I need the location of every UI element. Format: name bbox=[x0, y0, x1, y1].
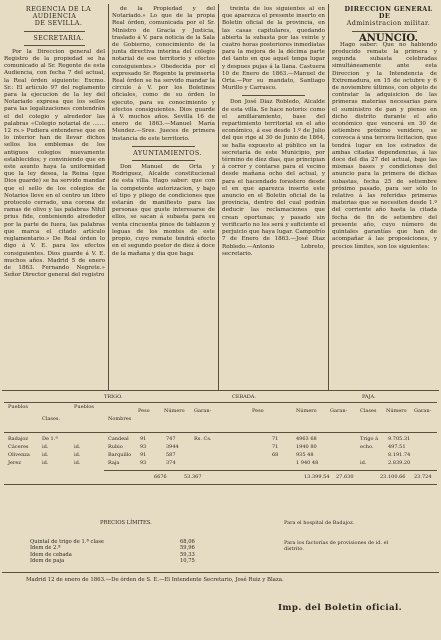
table-cell: Candeal bbox=[108, 436, 129, 442]
rule bbox=[132, 160, 195, 161]
price-row bbox=[30, 552, 195, 559]
table-cell: 9.705.31 bbox=[388, 436, 411, 442]
price-row bbox=[30, 545, 195, 552]
table-cell: 497.51 bbox=[388, 444, 406, 450]
column-1 bbox=[4, 6, 105, 390]
rule bbox=[24, 31, 85, 32]
table-cell: echo. bbox=[360, 444, 374, 450]
col-header: Nombres bbox=[108, 416, 132, 422]
column-divider bbox=[328, 4, 329, 390]
total: 53.367 bbox=[184, 474, 202, 480]
table-group-paja: PAJA. bbox=[362, 394, 376, 400]
body-text: Don Manuel de Orta y Rodriguez, Alcalde constitucional de esta villa. Hago saber: que con la competente autorizacion, y bajo el tipo y pliego de condiciones que estarán de manifiesto para las personas que guste interesarse de ellos, se sacan á subasta para su venta cincuenta pinos de tablazon y leguas de los montes de este propio, cuyo remate tendrá efecto en el segundo postor de diez á doce de la mañana y dia que haga bbox=[112, 164, 215, 257]
total: 13.399.54 bbox=[304, 474, 330, 480]
rule bbox=[4, 432, 437, 433]
col-header: Garan- bbox=[414, 408, 432, 414]
table-cell: 71 bbox=[272, 436, 279, 442]
total: 23.724 bbox=[414, 474, 432, 480]
body-text: Hago saber: Que no habiendo producido remate la primera y segunda subasta celebradas simultáneamente ante esta Direccion y la Intendencia de Extremadura, en 15 de octubre y 6 de noviembre últimos, con objeto de contratar la adquisicion de las primeras materias necesarias para el suministro de pan y pienso en dicho distrito durante el año económico que vencerá en 30 de setiembre próximo venidero, se convoca á una tercera licitacion, que tendrá lugar en los estrados de ambas citadas dependencias, á las doce del dia 27 del actual, bajo las mismas bases y condiciones del anuncio para la primera de dichas subastas, fecha 25 de setiembre próximo pasado, para ser sólo lo relativo á las referidas primeras materias que se necesiten desde 1.º del corriente año hasta la citada fecha de fin de setiembre del presente año, cuyo número de quintales garantías que han de acompañar á las proposiciones, y precios límites, son los siguientes: bbox=[332, 41, 437, 250]
col-header: Clases. bbox=[42, 416, 61, 422]
body-text: treinta de los siguientes al en que aparezca el presente inserto en Boletin oficial de la provincia, en las casas capitulares, quedando abierta la subasta por las veinte y cuatro horas posteriores inmediatas para la mejora de la décima parte del tanto en que aquel tenga lugar y despues pujas á la llana. Castuera 10 de Enero de 1863.—Manuel de Orta.—Por su mandato, Santiago Murillo y Carrasco. bbox=[222, 6, 325, 92]
table-cell: id. bbox=[74, 460, 81, 466]
col-header: Garan- bbox=[194, 408, 212, 414]
price-label: Idem de 2.ª bbox=[30, 545, 61, 552]
table-cell: De 1.ª bbox=[42, 436, 58, 442]
rule bbox=[242, 95, 305, 96]
total: 6676 bbox=[154, 474, 167, 480]
section-subheading: DE SEVILLA. bbox=[34, 19, 83, 28]
table-cell: 747 bbox=[166, 436, 176, 442]
table-cell: 374 bbox=[166, 460, 176, 466]
table-cell: 91 bbox=[140, 452, 147, 458]
body-text: de la Propiedad y del Notariado.» Lo que de la propia Real órden, comunicada por el Sr. Ministro de Gracia y Justicia, traslado á V. para noticia de la Sala de Gobierno, conocimiento de la junta directiva interina del colegio notarial de ese territorio y efectos consiguientes.» Obedecida por el expresado Sr. Regente la preinserta Real órden se ha servido mandar la circule á V. por los Boletines oficiales, como de su órden lo ejecuto, para su conocimiento y efectos consiguientes. Dios guarde á V. muchos años. Sevilla 16 de enero de 1863.—Manuel María Mendez.—Sres. Jueces de primera instancia de este territorio. bbox=[112, 6, 215, 142]
total: 27.630 bbox=[336, 474, 354, 480]
table-cell: Badajoz bbox=[8, 436, 29, 442]
table-cell: Rubio bbox=[108, 444, 123, 450]
total: 23.100.66 bbox=[380, 474, 406, 480]
table-cell: 1 940 48 bbox=[296, 460, 319, 466]
anuncio-title: ANUNCIO. bbox=[358, 32, 418, 44]
section-title: SECRETARIA. bbox=[33, 33, 84, 42]
table-cell: id. bbox=[360, 460, 367, 466]
col-header: Número bbox=[386, 408, 407, 414]
table-cell: 2.839.20 bbox=[388, 460, 411, 466]
rule bbox=[24, 45, 85, 46]
table-cell: Olivenza bbox=[8, 452, 30, 458]
col-header: Pueblos bbox=[8, 404, 28, 410]
section-heading: REGENCIA DE LA AUDIENCIA bbox=[25, 6, 92, 21]
table-cell: Jerez bbox=[8, 460, 21, 466]
footer-line: Madrid 12 de enero de 1863.—De órden de S. E.—El Intendente Secretario, José Ruiz y Blaza. bbox=[26, 577, 284, 583]
table-cell: id. bbox=[74, 452, 81, 458]
price-value: 10,75 bbox=[180, 558, 195, 565]
col-header: Clases bbox=[360, 408, 377, 414]
table-cell: id. bbox=[42, 460, 49, 466]
col-header: Peso bbox=[252, 408, 264, 414]
section-title: AYUNTAMIENTOS. bbox=[133, 148, 202, 157]
column-divider bbox=[218, 4, 219, 390]
rule bbox=[2, 572, 439, 573]
table-cell: 91 bbox=[140, 436, 147, 442]
table-cell: 68 bbox=[272, 452, 279, 458]
rule bbox=[104, 470, 437, 471]
rule bbox=[352, 31, 417, 32]
column-4 bbox=[332, 6, 437, 390]
section-heading: DIRECCION GENERAL DE bbox=[344, 6, 433, 21]
body-text: Por la Direccion general del Registro de la propiedad se ha comunicado al Sr. Regente de esta Audiencia, con fecha 7 del actual, la Real órden siguiente: Excmo. Sr.: El artículo 97 del reglamento para la ejecucion de la ley del Notariado expresa que los sellos para las legalizaciones contendrán el del colegio y alrededor las palabras «Colegio notarial de ....... 12 rs.» Pudiera entenderse que en lo interior han de llevar dichos sellos los emblemas de los antiguos colegios nuevamente establecidos; y conviniendo que en este asunto haya la uniformidad que la ley desea, la Reina (que Dios guarde) se ha servido mandar que el sello de los colegios de Notarios lleve en el centro un libro protocolo cerrado, una corona de ramas de olivo y las palabras Nihil prius fide, conteniendo alrededor por la parte de fuera, las palabras que marca el citado artículo reglamentario.» De Real órden lo digo á V. E. para los efectos consiguientes. Dios guarde á V. E. muchos años. Madrid 5 de enero de 1863. Fernando Negrete.» Señor Director general del registro bbox=[4, 48, 105, 279]
price-value: 68,06 bbox=[180, 538, 195, 545]
table-cell: 935 48 bbox=[296, 452, 314, 458]
table-cell: 587 bbox=[166, 452, 176, 458]
price-label: Quintal de trigo de 1.ª clase bbox=[30, 538, 104, 545]
imprenta: Imp. del Boletin oficial. bbox=[278, 603, 403, 613]
price-list bbox=[30, 539, 195, 565]
table-top-rule bbox=[2, 390, 439, 391]
table-cell: Cáceres bbox=[8, 444, 29, 450]
note: Para los factorías de provisiones de id. el distrito. bbox=[284, 540, 389, 553]
table-cell: id. bbox=[42, 452, 49, 458]
section-subheading: Administracion militar. bbox=[346, 19, 431, 28]
price-row bbox=[30, 539, 195, 546]
price-header: PRECIOS LÍMITES. bbox=[100, 520, 152, 526]
table-cell: Raja bbox=[108, 460, 120, 466]
col-header: Número bbox=[296, 408, 317, 414]
price-label: Idem de cebada bbox=[30, 551, 72, 558]
col-header: Peso bbox=[138, 408, 150, 414]
price-value: 59,33 bbox=[180, 551, 195, 558]
rule bbox=[132, 146, 195, 147]
price-value: 59,96 bbox=[180, 545, 195, 552]
table-cell: 1940 80 bbox=[296, 444, 317, 450]
table-cell: Rs. Cs. bbox=[194, 436, 212, 442]
table-cell: Trigo á bbox=[360, 436, 379, 442]
table-cell: 71 bbox=[272, 444, 279, 450]
note: Para el hospital de Badajoz. bbox=[284, 520, 355, 526]
table-cell: 4963 68 bbox=[296, 436, 317, 442]
col-header: Número bbox=[164, 408, 185, 414]
price-limits bbox=[30, 520, 195, 565]
column-3 bbox=[222, 6, 325, 390]
table-cell: 93 bbox=[140, 444, 147, 450]
table-cell: 8.191.74 bbox=[388, 452, 411, 458]
table-cell: 3944 bbox=[166, 444, 179, 450]
col-header: Pueblos bbox=[74, 404, 94, 410]
table-group-cebada: CEBADA. bbox=[232, 394, 256, 400]
table-group-trigo: TRIGO. bbox=[104, 394, 123, 400]
rule bbox=[4, 402, 437, 403]
table-cell: id. bbox=[74, 444, 81, 450]
price-label: Idem de paja bbox=[30, 558, 65, 565]
column-divider bbox=[108, 4, 109, 390]
price-row bbox=[30, 558, 195, 565]
body-text: Don José Diaz Robledo, Alcalde de esta villa. Se hace notorio: como el amillaramiento, base del repartimiento territorial en el año económico, á ese desde 1.º de Julio del que rige al 30 de Junio de 1864, se halla expuesto al público en la secretaría de este Municipio, por término de diez dias, que principian á correr y contarse para el vecino desde mañana ocho del actual, y para el hacendado forastero desde el en que aparezca inserto este anuncio en el Boletin oficial de la provincia, dentro del cual podrán deducir las reclamaciones que crean oportunas; y pasado sin verificarlo no les será y suficiente el perjuicio que haya lugar. Campofrío 7 de Enero de 1863.—José Diaz Robledo.—Antonio Lobreto, secretario. bbox=[222, 99, 325, 257]
column-2 bbox=[112, 6, 215, 390]
rule bbox=[4, 484, 437, 485]
table-cell: Barquillo bbox=[108, 452, 132, 458]
table-cell: id. bbox=[42, 444, 49, 450]
table-cell: 93 bbox=[140, 460, 147, 466]
col-header: Garan- bbox=[330, 408, 348, 414]
